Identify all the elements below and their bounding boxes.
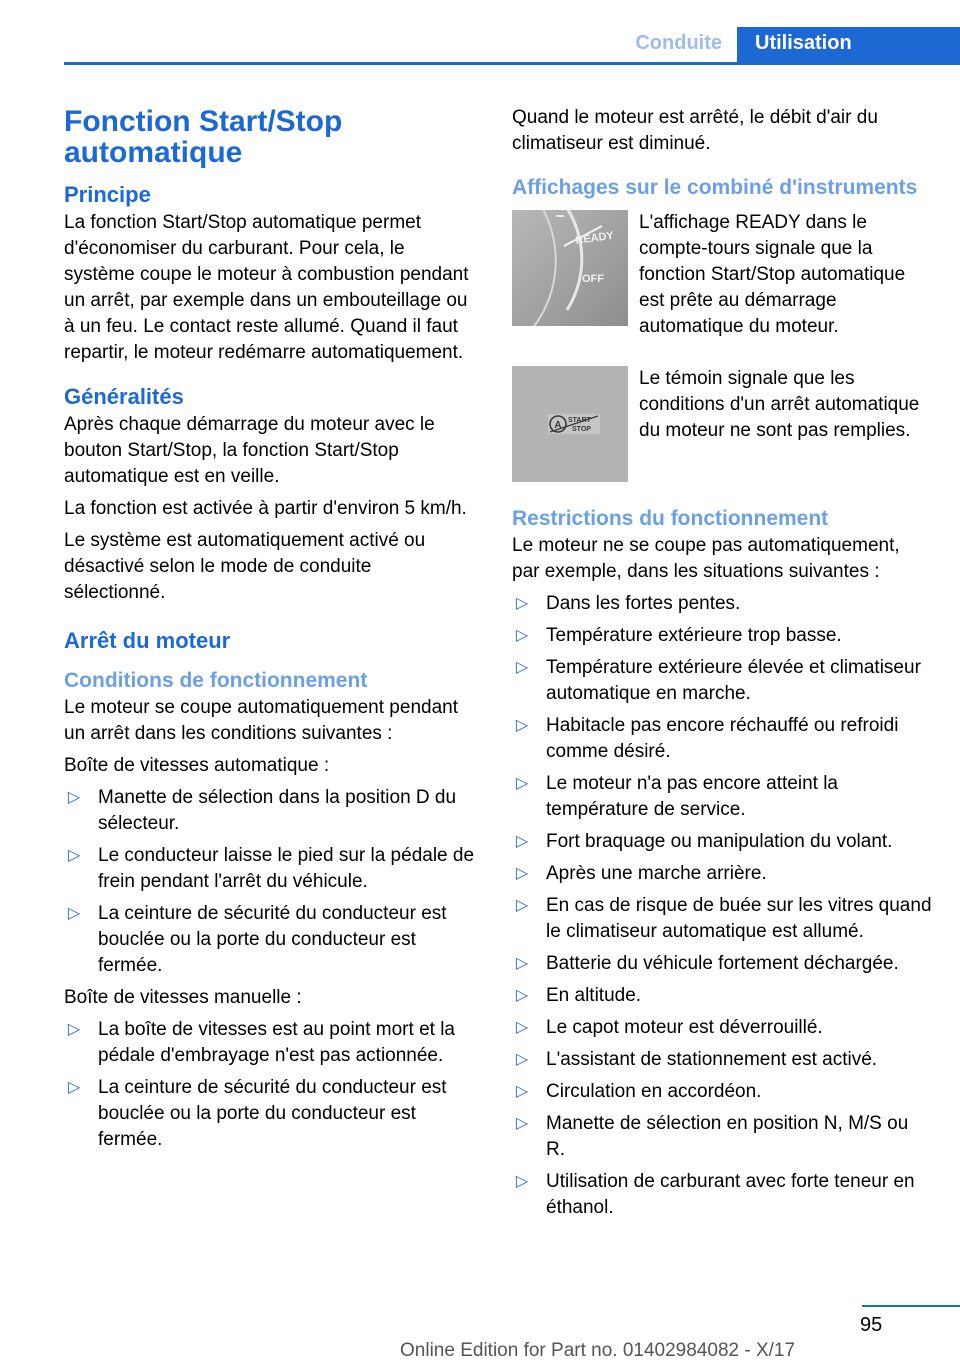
bullet-icon: ▷ <box>515 595 529 612</box>
list-item <box>512 861 932 887</box>
list-item <box>64 785 476 837</box>
bullet-icon: ▷ <box>515 1173 529 1190</box>
bullet-icon: ▷ <box>515 955 529 972</box>
auto-gearbox-label: Boîte de vitesses automatique : <box>64 755 330 776</box>
principe-heading: Principe <box>64 182 151 207</box>
bullet-icon: ▷ <box>67 1021 81 1038</box>
conditions-intro: Le moteur se coupe automatiquement pendant un arrêt dans les conditions suivantes : <box>64 697 458 744</box>
conditions-heading: Conditions de fonctionnement <box>64 669 368 692</box>
tab-conduite[interactable]: Conduite <box>635 32 722 54</box>
restrictions-list <box>512 591 932 1221</box>
page-title: Fonction Start/Stop automatique <box>64 105 343 169</box>
bullet-icon: ▷ <box>515 659 529 676</box>
list-item-text: Circulation en accordéon. <box>546 1081 762 1102</box>
list-item <box>64 901 476 979</box>
ready-label: READY <box>574 229 615 247</box>
list-item-text: Manette de sélection dans la position D du sélecteur. <box>98 787 457 834</box>
bullet-icon: ▷ <box>515 1051 529 1068</box>
svg-text:A: A <box>554 420 562 431</box>
arret-heading: Arrêt du moteur <box>64 628 231 653</box>
right-column <box>512 105 932 1227</box>
list-item <box>64 1075 476 1153</box>
bullet-icon: ▷ <box>515 775 529 792</box>
manual-gearbox-list <box>64 1017 476 1153</box>
bullet-icon: ▷ <box>515 865 529 882</box>
list-item <box>512 983 932 1009</box>
list-item-text: La boîte de vitesses est au point mort et la pédale d'embrayage n'est pas actionnée. <box>98 1019 455 1066</box>
list-item-text: L'assistant de stationnement est activé. <box>546 1049 878 1070</box>
generalites-heading: Généralités <box>64 384 184 409</box>
list-item <box>64 843 476 895</box>
bullet-icon: ▷ <box>515 1115 529 1132</box>
header-rule <box>64 62 960 65</box>
bullet-icon: ▷ <box>67 789 81 806</box>
manual-gearbox-label: Boîte de vitesses manuelle : <box>64 987 302 1008</box>
start-stop-warning-icon <box>512 366 628 482</box>
tachometer-ready-icon <box>512 210 628 326</box>
list-item <box>512 951 932 977</box>
off-label: OFF <box>582 273 604 285</box>
auto-gearbox-list <box>64 785 476 979</box>
footer-rule <box>862 1305 960 1307</box>
list-item <box>64 1017 476 1069</box>
restrictions-heading: Restrictions du fonctionnement <box>512 507 829 530</box>
ready-figure-text: L'affichage READY dans le compte-tours signale que la fonction Start/Stop automatique est prête au démarrage automatique du moteur. <box>639 212 906 337</box>
bullet-icon: ▷ <box>515 897 529 914</box>
list-item-text: Le conducteur laisse le pied sur la pédale de frein pendant l'arrêt du véhicule. <box>98 845 475 892</box>
list-item-text: Température extérieure élevée et climatiseur automatique en marche. <box>546 657 921 704</box>
list-item <box>512 1111 932 1163</box>
list-item-text: Dans les fortes pentes. <box>546 593 741 614</box>
generalites-paragraph-2: La fonction est activée à partir d'environ 5 km/h. <box>64 498 467 519</box>
stop-label: STOP <box>572 426 591 433</box>
list-item-text: Température extérieure trop basse. <box>546 625 842 646</box>
tab-utilisation[interactable]: Utilisation <box>737 27 960 62</box>
list-item <box>512 771 932 823</box>
bullet-icon: ▷ <box>515 1019 529 1036</box>
generalites-paragraph-1: Après chaque démarrage du moteur avec le bouton Start/Stop, la fonction Start/Stop automatique est en veille. <box>64 414 435 487</box>
ready-figure <box>512 210 932 340</box>
list-item <box>512 591 932 617</box>
list-item-text: Fort braquage ou manipulation du volant. <box>546 831 893 852</box>
list-item-text: Utilisation de carburant avec forte teneur en éthanol. <box>546 1171 915 1218</box>
page-number: 95 <box>860 1314 883 1336</box>
start-stop-figure-text: Le témoin signale que les conditions d'un arrêt automatique du moteur ne sont pas remplies. <box>639 368 920 441</box>
list-item-text: Manette de sélection en position N, M/S ou R. <box>546 1113 909 1160</box>
list-item <box>512 713 932 765</box>
list-item-text: Le moteur n'a pas encore atteint la température de service. <box>546 773 838 820</box>
affichages-heading: Affichages sur le combiné d'instruments <box>512 176 918 199</box>
bullet-icon: ▷ <box>515 627 529 644</box>
list-item-text: En cas de risque de buée sur les vitres quand le climatiseur automatique est allumé. <box>546 895 932 942</box>
list-item <box>512 655 932 707</box>
generalites-paragraph-3: Le système est automatiquement activé ou désactivé selon le mode de conduite sélectionné. <box>64 530 426 603</box>
restrictions-intro: Le moteur ne se coupe pas automatiquement, par exemple, dans les situations suivantes : <box>512 535 900 582</box>
list-item-text: Le capot moteur est déverrouillé. <box>546 1017 823 1038</box>
principe-text: La fonction Start/Stop automatique permet d'économiser du carburant. Pour cela, le système coupe le moteur à combustion pendant un arrêt, par exemple dans un embouteillage ou à un feu. Le contact reste allumé. Quand il faut repartir, le moteur redémarre automatiquement. <box>64 212 469 363</box>
bullet-icon: ▷ <box>515 717 529 734</box>
list-item <box>512 1015 932 1041</box>
list-item <box>512 623 932 649</box>
climate-intro: Quand le moteur est arrêté, le débit d'air du climatiseur est diminué. <box>512 107 878 154</box>
list-item <box>512 829 932 855</box>
bullet-icon: ▷ <box>515 1083 529 1100</box>
start-stop-figure <box>512 366 932 482</box>
list-item <box>512 1169 932 1221</box>
bullet-icon: ▷ <box>67 1079 81 1096</box>
list-item <box>512 1047 932 1073</box>
start-label: START <box>568 417 591 424</box>
list-item <box>512 1079 932 1105</box>
bullet-icon: ▷ <box>515 833 529 850</box>
list-item-text: La ceinture de sécurité du conducteur est bouclée ou la porte du conducteur est fermée. <box>98 1077 447 1150</box>
list-item-text: Habitacle pas encore réchauffé ou refroidi comme désiré. <box>546 715 899 762</box>
list-item-text: En altitude. <box>546 985 642 1006</box>
bullet-icon: ▷ <box>67 847 81 864</box>
list-item-text: La ceinture de sécurité du conducteur est bouclée ou la porte du conducteur est fermée. <box>98 903 447 976</box>
list-item-text: Après une marche arrière. <box>546 863 767 884</box>
left-column <box>64 98 476 1159</box>
bullet-icon: ▷ <box>515 987 529 1004</box>
list-item-text: Batterie du véhicule fortement déchargée. <box>546 953 899 974</box>
edition-footer: Online Edition for Part no. 01402984082 - X/17 <box>400 1340 796 1361</box>
bullet-icon: ▷ <box>67 905 81 922</box>
list-item <box>512 893 932 945</box>
